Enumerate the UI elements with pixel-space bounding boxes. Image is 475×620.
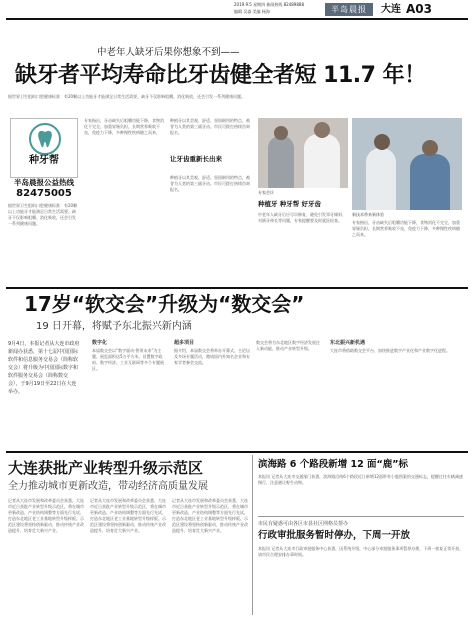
page-number: A03 — [406, 2, 432, 16]
ad-subhead-2: 种植牙 种牙帮 好牙齿 — [258, 200, 322, 208]
brief2-body: 本报讯 记者从大连市行政审批服务中心获悉，因系统升级，中心部分审批服务事项暂停办理，下周一恢复正常开放，请市民合理安排办事时间。 — [258, 546, 464, 557]
header-rule — [6, 18, 468, 20]
header-date: 2019.9.5 星期四 新闻热线 82489888 — [234, 2, 304, 7]
story1-body2: 据介绍，本届数交会将举办开幕式、主论坛及多场专题活动，邀请国内外知名企业和专家学者参会交流。 — [174, 348, 250, 365]
ad-col1-text: 据世界卫生组织口腔健康标准：有20颗以上功能牙才能满足日常生活需要。缺牙不仅影响咀嚼、消化吸收，还会引发一系列健康问题。 — [8, 203, 78, 226]
story2-body-col2: 记者从大连市发展和改革委员会获悉，大连市近日获批产业转型升级示范区，将在城市更新改造、产业结构调整等方面先行先试，打造东北地区老工业基地转型升级样板。示范区建设将坚持创新驱动，推动传统产业改造提升，培育壮大新兴产业。 — [90, 498, 166, 533]
story1-sub3: 东北振兴新机遇 — [330, 340, 366, 346]
story2-body-col3: 记者从大连市发展和改革委员会获悉，大连市近日获批产业转型升级示范区，将在城市更新改造、产业结构调整等方面先行先试，打造东北地区老工业基地转型升级样板。示范区建设将坚持创新驱动，推动传统产业改造提升，培育壮大新兴产业。 — [172, 498, 248, 533]
ad-col3b-text: 种植牙以其美观、舒适、坚固耐用的特点，被誉为人类的第三副牙齿。市民可拨打热线咨询报名。 — [170, 175, 250, 192]
story1-body3: 数交会将为东北地区数字经济发展注入新动能，推动产业转型升级。 — [256, 340, 320, 351]
header-editor: 编辑 吴淼 美编 杨海 — [234, 9, 270, 14]
brief2-title-top: 市民有疑惑可由各区市县社区网格员帮办 — [258, 521, 349, 527]
story1-bottom-rule — [6, 451, 468, 453]
ad-col5-text: 专家指出，牙齿缺失后咀嚼功能下降，食物消化不完全，加重胃肠负担，长期营养吸收不良，免疫力下降，多种慢性疾病随之而来。 — [352, 220, 460, 237]
column-divider — [252, 455, 253, 615]
photo2-caption: 新技术带来新体验 — [352, 212, 384, 217]
tooth-icon — [29, 123, 61, 155]
ad-intro-text: 据世界卫生组织口腔健康标准：有20颗以上功能牙才能满足日常生活需要。缺牙不仅影响咀嚼、消化吸收，还会引发一系列健康问题。 — [8, 94, 246, 99]
ad-col2-text: 专家指出，牙齿缺失后咀嚼功能下降，食物消化不完全，加重胃肠负担，长期营养吸收不良，免疫力下降，多种慢性疾病随之而来。 — [84, 118, 164, 135]
photo1-caption: 专家会诊 — [258, 190, 274, 195]
ad-logo-box — [10, 118, 78, 178]
dental-procedure-photo — [352, 118, 462, 210]
header-city: 大连 — [381, 4, 401, 15]
ad-headline: 缺牙者平均寿命比牙齿健全者短 11.7 年！ — [15, 63, 426, 88]
ad-hotline: 82475005 — [16, 188, 72, 199]
story2-title: 大连获批产业转型升级示范区 — [8, 459, 204, 477]
brief2-title: 行政审批服务暂时停办，下周一开放 — [258, 530, 411, 541]
ad-logo-name: 种牙帮 — [29, 155, 59, 166]
story2-subtitle: 全力推动城市更新改造，带动经济高质量发展 — [8, 481, 208, 492]
ad-subhead-1: 让牙齿重新长出来 — [170, 155, 222, 163]
ad-tagline: 中老年人缺牙后果你想象不到—— — [97, 47, 240, 58]
story1-lead: 9月4日，本报记者从大连市政府新闻办获悉，第十七届中国国际软件和信息服务交易会（简称软交会）将升级为中国国际数字和软件服务交易会（简称数交会），于9月19日至22日在大连举办。 — [8, 341, 80, 395]
story2-body-col1: 记者从大连市发展和改革委员会获悉，大连市近日获批产业转型升级示范区，将在城市更新改造、产业结构调整等方面先行先试，打造东北地区老工业基地转型升级样板。示范区建设将坚持创新驱动，推动传统产业改造提升，培育壮大新兴产业。 — [8, 498, 84, 533]
ad-bottom-rule — [6, 287, 468, 289]
story1-subtitle: 19 日开幕，将赋予东北振兴新内涵 — [36, 321, 192, 332]
story1-sub2: 超多项目 — [174, 340, 195, 346]
story1-body1: 本届数交会以“数字驱动·智领未来”为主题，展览面积达5万平方米，设置数字政府、数字经济、工业互联网等多个专题展区。 — [92, 348, 164, 371]
brief-divider — [258, 516, 464, 517]
ad-col4-text: 中老年人缺牙后应尽早修复，避免引发邻牙倾斜、对颌牙伸长等问题，专家提醒要及时就医检查。 — [258, 212, 346, 223]
brief1-body: 本报讯 记者从大连市交通部门获悉，滨海路沿线6个路段近日新增12面带有小鹿图案的交通标志，提醒过往车辆减速慢行，注意避让野生动物。 — [258, 474, 463, 485]
newspaper-logo: 半岛晨报 — [325, 3, 373, 16]
ad-col3-text: 种植牙以其美观、舒适、坚固耐用的特点，被誉为人类的第三副牙齿。市民可拨打热线咨询报名。 — [170, 118, 250, 135]
story1-body4: 大连市将借助数交会平台，加快推进数字产业化和产业数字化进程。 — [330, 348, 450, 353]
brief1-title: 滨海路 6 个路段新增 12 面“鹿”标 — [258, 459, 409, 470]
ad-logo-sub: 半岛晨报公益热线 — [14, 178, 74, 187]
story1-title: 17岁“软交会”升级为“数交会” — [24, 292, 305, 316]
story1-sub1: 数字化 — [92, 340, 108, 346]
dental-consult-photo — [258, 118, 348, 188]
